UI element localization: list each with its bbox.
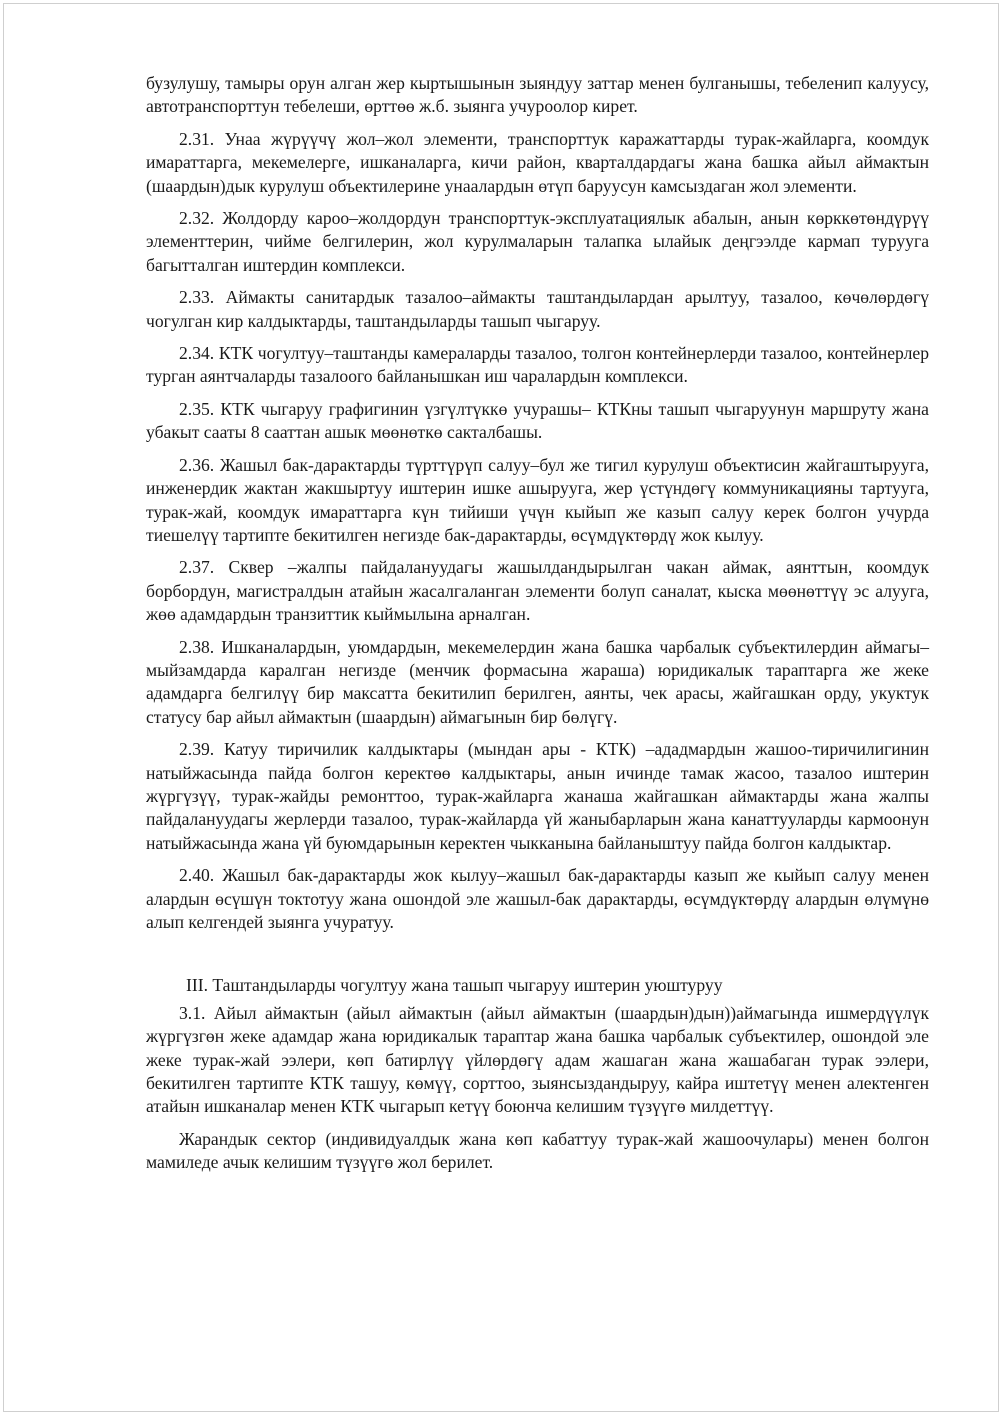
paragraph-2-36: 2.36. Жашыл бак-дарактарды түрттүрүп салуу–бул же тигил курулуш объектисин жайгаштырууга, инженердик жактан жакшыртуу иштерин ишке ашырууга, жер үстүндөгү коммуникацияны тартууга, турак-жай, коомдук имараттарга күн тийиши үчүн кыйып же казып салуу керек болгон учурда тиешелүү тартипте бекитилген негизде бак-дарактарды, өсүмдүктөрдү жок кылуу. — [146, 454, 929, 545]
paragraph-2-34: 2.34. КТК чогултуу–таштанды камераларды тазалоо, толгон контейнерлерди тазалоо, контейнерлер турган аянтчаларды тазалоого байланышкан иш чаралардын комплекси. — [146, 343, 929, 387]
paragraph-2-35: 2.35. КТК чыгаруу графигинин үзгүлтүккө учурашы– КТКны ташып чыгаруунун маршруту жана убакыт сааты 8 сааттан ашык мөөнөткө сакталбашы. — [146, 398, 929, 443]
paragraph-2-39: 2.39. Катуу тиричилик калдыктары (мындан ары - КТК) –ададмардын жашоо-тиричилигинин натыйжасында пайда болгон керектөө калдыктары, анын ичинде тамак жасоо, тазалоо иштерин жүргүзүү, турак-жайды ремонттоо, турак-жайларга жанаша жайгашкан аймактарды жана жалпы пайдалануудагы жерлерди тазалоо, турак-жайларда үй жаныбарларын жана канаттууларды кармоонун натыйжасында жана үй буюмдарынын керектен чыкканына байланыштуу пайда болгон калдыктар. — [146, 739, 929, 853]
paragraph-2-32: 2.32. Жолдорду кароо–жолдордун транспорттук-эксплуатациялык абалын, анын көрккөтөндүрүү элементтерин, чийме белгилерин, жол курулмаларын талапка ылайык деңгээлде кармап турууга багытталган иштердин комплекси. — [146, 208, 929, 275]
paragraph-2-38: 2.38. Ишканалардын, уюмдардын, мекемелердин жана башка чарбалык субъектилердин аймагы–мыйзамдарда каралган негизде (менчик формасына жараша) юридикалык тараптарга же жеке адамдарга белгилүү бир максатта бекитилип берилген, аянты, чек арасы, жайгашкан орду, укуктук статусу бар айыл аймактын (шаардын) аймагынын бир бөлүгү. — [146, 636, 929, 727]
paragraph-2-37: 2.37. Сквер –жалпы пайдалануудагы жашылдандырылган чакан аймак, аянттын, коомдук борбордун, магистралдын атайын жасалгаланган элементи болуп саналат, кыска мөөнөттүү эс алууга, жөө адамдардын транзиттик кыймылына арналган. — [146, 557, 929, 625]
paragraph-open-contract: Жарандык сектор (индивидуалдык жана көп кабаттуу турак-жай жашоочулары) менен болгон мамиледе ачык келишим түзүүгө жол берилет. — [146, 1128, 929, 1173]
paragraph-continuation: бузулушу, тамыры орун алган жер кыртышынын зыяндуу заттар менен булганышы, тебеленип калуусу, автотранспорттун тебелеши, өрттөө ж.б. зыянга учуроолор кирет. — [146, 73, 929, 117]
paragraph-2-40: 2.40. Жашыл бак-дарактарды жок кылуу–жашыл бак-дарактарды казып же кыйып салуу менен алардын өсүшүн токтотуу жана ошондой эле жашыл-бак дарактарды, өсүмдүктөрдү алардын өлүмүнө алып келгендей зыянга учуратуу. — [146, 865, 929, 932]
document-body — [146, 72, 929, 1184]
section-3-heading: III. Таштандыларды чогултуу жана ташып чыгаруу иштерин уюштуруу — [186, 975, 723, 996]
paragraph-2-31: 2.31. Унаа жүрүүчү жол–жол элементи, транспорттук каражаттарды турак-жайларга, коомдук имараттарга, мекемелерге, ишканаларга, кичи район, кварталдардагы жана башка айыл аймактын (шаардын)дык курулуш объектилерине унаалардын өтүп баруусун камсыздаган жол элементи. — [146, 128, 929, 196]
paragraph-2-33: 2.33. Аймакты санитардык тазалоо–аймакты таштандылардан арылтуу, тазалоо, көчөлөрдөгү чогулган кир калдыктарды, таштандыларды ташып чыгаруу. — [146, 287, 929, 331]
paragraph-3-1: 3.1. Айыл аймактын (айыл аймактын (айыл аймактын (шаардын)дын))аймагында ишмердүүлүк жүргүзгөн жеке адамдар жана юридикалык тараптар жана башка чарбалык субъектилер, ошондой эле жеке турак-жай ээлери, көп батирлүү үйлөрдөгү адам жашаган жана жашабаган турак ээлери, бекитилген тартипте КТК ташуу, көмүү, сорттоо, зыянсыздандыруу, кайра иштетүү менен алектенген атайын ишканалар менен КТК чыгарып кетүү боюнча келишим түзүүгө милдеттүү. — [146, 1002, 929, 1117]
